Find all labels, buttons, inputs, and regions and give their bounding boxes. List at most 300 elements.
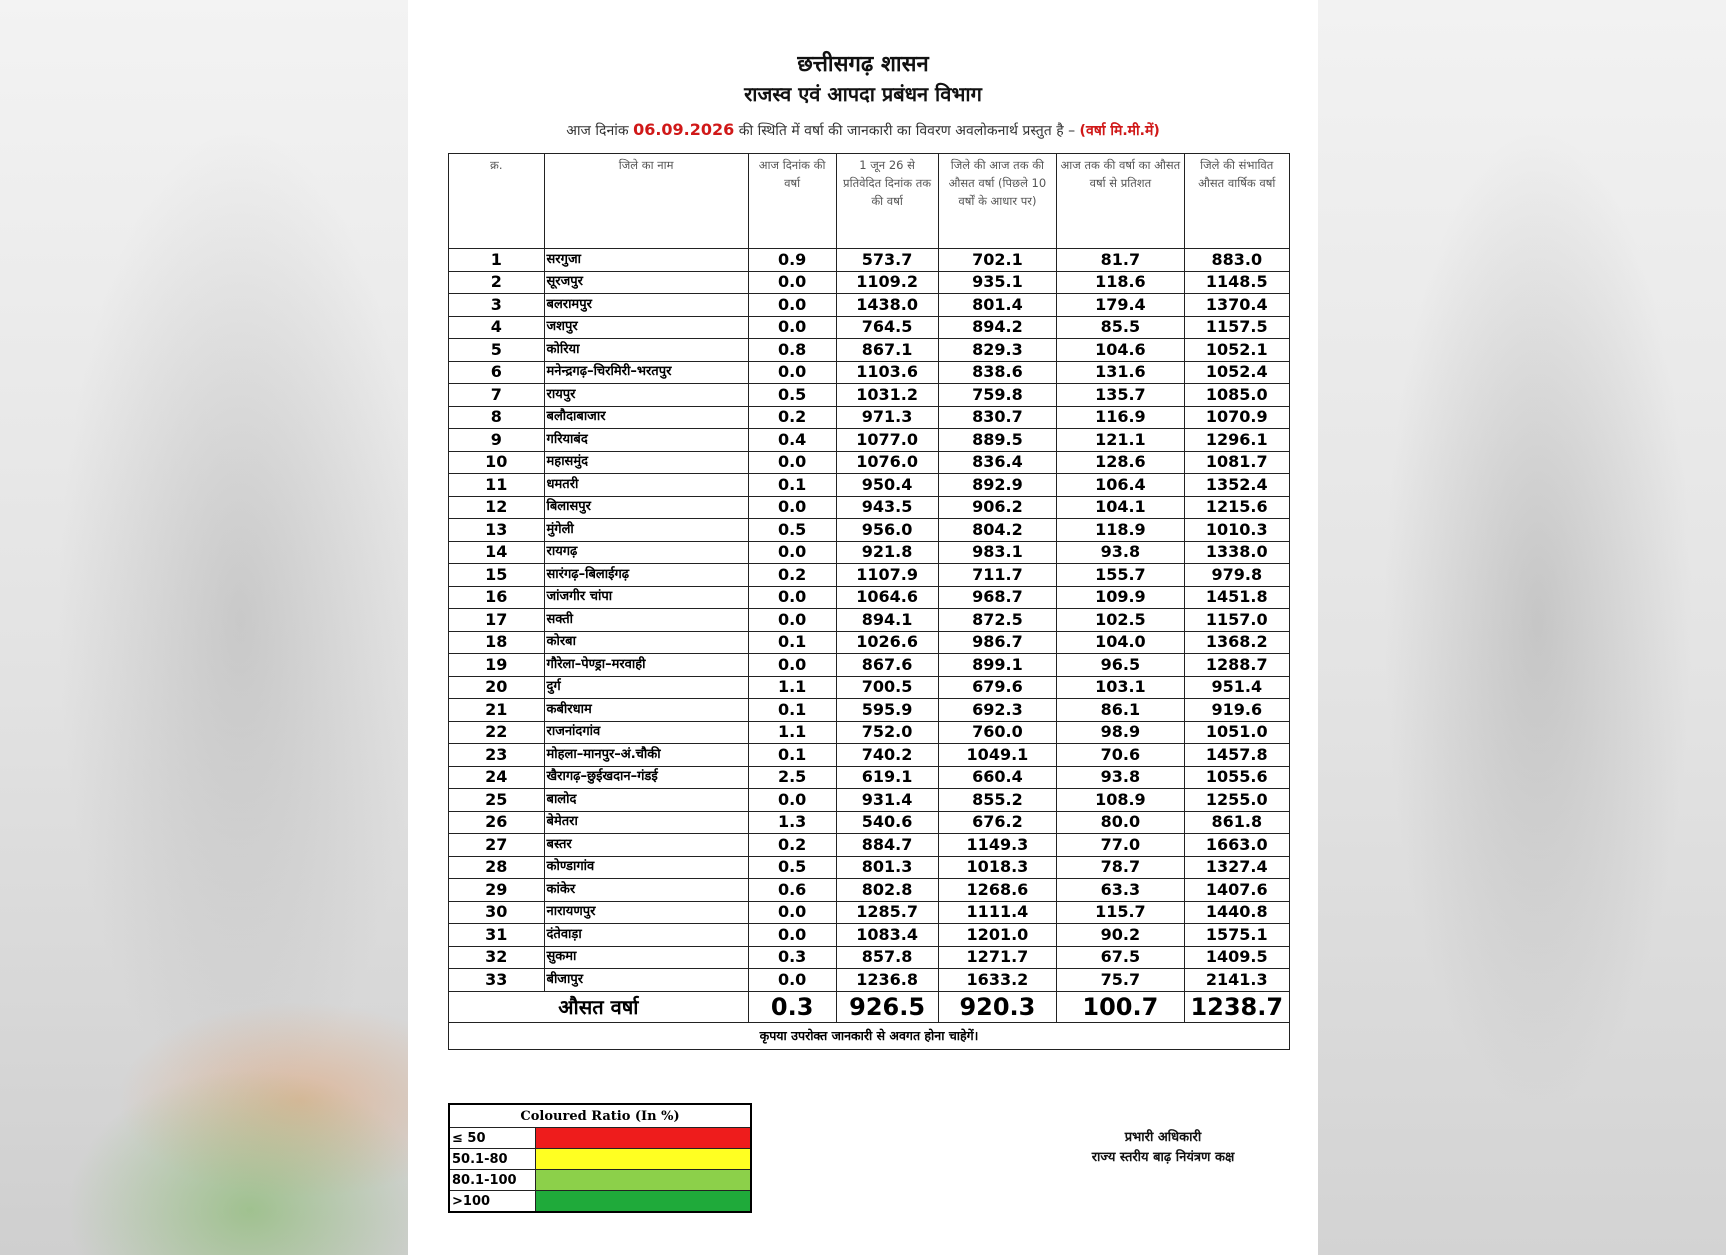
- value-cell: 1077.0: [836, 429, 938, 452]
- legend-colour-swatch: [535, 1170, 751, 1191]
- document-subtitle: [408, 120, 1318, 140]
- serial-cell: 21: [449, 699, 545, 722]
- signature-office: राज्य स्तरीय बाढ़ नियंत्रण कक्ष: [1091, 1150, 1235, 1165]
- serial-cell: 27: [449, 834, 545, 857]
- value-cell: 2.5: [748, 766, 836, 789]
- legend-row: [449, 1149, 751, 1170]
- district-name-cell: गरियाबंद: [544, 429, 748, 452]
- value-cell: 1149.3: [938, 834, 1057, 857]
- district-name-cell: कोण्डागांव: [544, 856, 748, 879]
- table-row: [449, 586, 1290, 609]
- value-cell: 1370.4: [1184, 294, 1289, 317]
- value-cell: 889.5: [938, 429, 1057, 452]
- serial-cell: 22: [449, 721, 545, 744]
- serial-cell: 33: [449, 969, 545, 992]
- rainfall-unit: (वर्षा मि.मी.में): [1079, 123, 1160, 139]
- table-header-row: [449, 154, 1290, 249]
- value-cell: 1201.0: [938, 924, 1057, 947]
- table-header: [449, 154, 1290, 249]
- value-cell: 96.5: [1057, 654, 1184, 677]
- table-row: [449, 766, 1290, 789]
- value-cell: 540.6: [836, 811, 938, 834]
- value-cell: 1085.0: [1184, 384, 1289, 407]
- value-cell: 979.8: [1184, 564, 1289, 587]
- value-cell: 1215.6: [1184, 496, 1289, 519]
- serial-cell: 8: [449, 406, 545, 429]
- legend-title: Coloured Ratio (In %): [449, 1104, 751, 1128]
- value-cell: 764.5: [836, 316, 938, 339]
- note-row: [449, 1022, 1290, 1049]
- column-header: क्र.: [449, 154, 545, 249]
- value-cell: 0.3: [748, 946, 836, 969]
- value-cell: 0.2: [748, 406, 836, 429]
- table-row: [449, 789, 1290, 812]
- rainfall-table: [448, 153, 1290, 1050]
- background-right-blur: [1318, 0, 1726, 1255]
- value-cell: 1327.4: [1184, 856, 1289, 879]
- value-cell: 692.3: [938, 699, 1057, 722]
- value-cell: 921.8: [836, 541, 938, 564]
- table-row: [449, 339, 1290, 362]
- value-cell: 102.5: [1057, 609, 1184, 632]
- serial-cell: 18: [449, 631, 545, 654]
- district-name-cell: राजनांदगांव: [544, 721, 748, 744]
- table-row: [449, 744, 1290, 767]
- value-cell: 1076.0: [836, 451, 938, 474]
- district-name-cell: महासमुंद: [544, 451, 748, 474]
- value-cell: 801.3: [836, 856, 938, 879]
- value-cell: 67.5: [1057, 946, 1184, 969]
- serial-cell: 10: [449, 451, 545, 474]
- value-cell: 1407.6: [1184, 879, 1289, 902]
- value-cell: 0.0: [748, 294, 836, 317]
- value-cell: 1296.1: [1184, 429, 1289, 452]
- value-cell: 1.1: [748, 721, 836, 744]
- serial-cell: 30: [449, 901, 545, 924]
- value-cell: 855.2: [938, 789, 1057, 812]
- legend-colour-swatch: [535, 1149, 751, 1170]
- value-cell: 104.6: [1057, 339, 1184, 362]
- value-cell: 711.7: [938, 564, 1057, 587]
- legend-range-label: 80.1-100: [449, 1170, 535, 1191]
- value-cell: 0.9: [748, 249, 836, 272]
- value-cell: 1064.6: [836, 586, 938, 609]
- value-cell: 899.1: [938, 654, 1057, 677]
- value-cell: 80.0: [1057, 811, 1184, 834]
- value-cell: 1285.7: [836, 901, 938, 924]
- value-cell: 0.5: [748, 384, 836, 407]
- value-cell: 0.5: [748, 519, 836, 542]
- value-cell: 1055.6: [1184, 766, 1289, 789]
- value-cell: 0.6: [748, 879, 836, 902]
- value-cell: 98.9: [1057, 721, 1184, 744]
- district-name-cell: मुंगेली: [544, 519, 748, 542]
- district-name-cell: मोहला–मानपुर–अं.चौकी: [544, 744, 748, 767]
- district-name-cell: नारायणपुर: [544, 901, 748, 924]
- value-cell: 1338.0: [1184, 541, 1289, 564]
- value-cell: 0.0: [748, 451, 836, 474]
- value-cell: 679.6: [938, 676, 1057, 699]
- table-row: [449, 924, 1290, 947]
- column-header: आज तक की वर्षा का औसत वर्षा से प्रतिशत: [1057, 154, 1184, 249]
- serial-cell: 15: [449, 564, 545, 587]
- legend-header-row: [449, 1104, 751, 1128]
- value-cell: 118.9: [1057, 519, 1184, 542]
- table-row: [449, 901, 1290, 924]
- value-cell: 894.1: [836, 609, 938, 632]
- district-name-cell: कोरबा: [544, 631, 748, 654]
- subtitle-prefix: आज दिनांक: [566, 123, 629, 139]
- value-cell: 116.9: [1057, 406, 1184, 429]
- value-cell: 861.8: [1184, 811, 1289, 834]
- value-cell: 93.8: [1057, 541, 1184, 564]
- table-row: [449, 429, 1290, 452]
- document-title-line2: राजस्व एवं आपदा प्रबंधन विभाग: [744, 82, 982, 106]
- value-cell: 931.4: [836, 789, 938, 812]
- table-row: [449, 294, 1290, 317]
- value-cell: 1451.8: [1184, 586, 1289, 609]
- value-cell: 0.0: [748, 609, 836, 632]
- serial-cell: 14: [449, 541, 545, 564]
- report-date: 06.09.2026: [633, 120, 735, 139]
- value-cell: 1026.6: [836, 631, 938, 654]
- serial-cell: 5: [449, 339, 545, 362]
- district-name-cell: कबीरधाम: [544, 699, 748, 722]
- legend-colour-swatch: [535, 1191, 751, 1213]
- value-cell: 1083.4: [836, 924, 938, 947]
- value-cell: 108.9: [1057, 789, 1184, 812]
- serial-cell: 23: [449, 744, 545, 767]
- value-cell: 90.2: [1057, 924, 1184, 947]
- value-cell: 1575.1: [1184, 924, 1289, 947]
- column-header: आज दिनांक की वर्षा: [748, 154, 836, 249]
- value-cell: 103.1: [1057, 676, 1184, 699]
- serial-cell: 11: [449, 474, 545, 497]
- subtitle-middle: की स्थिति में वर्षा की जानकारी का विवरण अवलोकनार्थ प्रस्तुत है –: [738, 123, 1076, 139]
- value-cell: 906.2: [938, 496, 1057, 519]
- value-cell: 956.0: [836, 519, 938, 542]
- value-cell: 86.1: [1057, 699, 1184, 722]
- value-cell: 983.1: [938, 541, 1057, 564]
- value-cell: 1052.1: [1184, 339, 1289, 362]
- serial-cell: 13: [449, 519, 545, 542]
- value-cell: 118.6: [1057, 271, 1184, 294]
- signature-block: [1048, 1128, 1278, 1168]
- table-row: [449, 969, 1290, 992]
- value-cell: 1010.3: [1184, 519, 1289, 542]
- background-left-blur: [0, 0, 408, 1255]
- value-cell: 2141.3: [1184, 969, 1289, 992]
- value-cell: 1457.8: [1184, 744, 1289, 767]
- colour-legend: [448, 1103, 752, 1213]
- value-cell: 1103.6: [836, 361, 938, 384]
- value-cell: 971.3: [836, 406, 938, 429]
- serial-cell: 16: [449, 586, 545, 609]
- district-name-cell: दंतेवाड़ा: [544, 924, 748, 947]
- value-cell: 702.1: [938, 249, 1057, 272]
- value-cell: 85.5: [1057, 316, 1184, 339]
- value-cell: 1255.0: [1184, 789, 1289, 812]
- value-cell: 0.1: [748, 474, 836, 497]
- value-cell: 986.7: [938, 631, 1057, 654]
- district-name-cell: सुकमा: [544, 946, 748, 969]
- value-cell: 660.4: [938, 766, 1057, 789]
- column-header: जिले की संभावित औसत वार्षिक वर्षा: [1184, 154, 1289, 249]
- table-row: [449, 879, 1290, 902]
- value-cell: 0.0: [748, 969, 836, 992]
- average-label: औसत वर्षा: [449, 991, 749, 1022]
- value-cell: 0.0: [748, 361, 836, 384]
- value-cell: 104.1: [1057, 496, 1184, 519]
- value-cell: 1031.2: [836, 384, 938, 407]
- value-cell: 752.0: [836, 721, 938, 744]
- value-cell: 872.5: [938, 609, 1057, 632]
- value-cell: 1268.6: [938, 879, 1057, 902]
- document-title-line1: छत्तीसगढ़ शासन: [797, 52, 929, 77]
- table-row: [449, 361, 1290, 384]
- value-cell: 802.8: [836, 879, 938, 902]
- value-cell: 93.8: [1057, 766, 1184, 789]
- serial-cell: 24: [449, 766, 545, 789]
- table-row: [449, 834, 1290, 857]
- district-name-cell: बीजापुर: [544, 969, 748, 992]
- value-cell: 0.1: [748, 699, 836, 722]
- value-cell: 104.0: [1057, 631, 1184, 654]
- legend-range-label: ≤ 50: [449, 1128, 535, 1149]
- value-cell: 1157.0: [1184, 609, 1289, 632]
- district-name-cell: गौरेला–पेण्ड्रा–मरवाही: [544, 654, 748, 677]
- table-row: [449, 609, 1290, 632]
- value-cell: 179.4: [1057, 294, 1184, 317]
- value-cell: 0.1: [748, 631, 836, 654]
- average-value-cell: 1238.7: [1184, 991, 1289, 1022]
- value-cell: 115.7: [1057, 901, 1184, 924]
- table-body: [449, 249, 1290, 1050]
- table-row: [449, 564, 1290, 587]
- value-cell: 0.0: [748, 496, 836, 519]
- value-cell: 760.0: [938, 721, 1057, 744]
- value-cell: 801.4: [938, 294, 1057, 317]
- value-cell: 106.4: [1057, 474, 1184, 497]
- value-cell: 1440.8: [1184, 901, 1289, 924]
- serial-cell: 31: [449, 924, 545, 947]
- value-cell: 894.2: [938, 316, 1057, 339]
- table-row: [449, 699, 1290, 722]
- average-value-cell: 920.3: [938, 991, 1057, 1022]
- value-cell: 0.0: [748, 316, 836, 339]
- value-cell: 830.7: [938, 406, 1057, 429]
- district-name-cell: जशपुर: [544, 316, 748, 339]
- value-cell: 919.6: [1184, 699, 1289, 722]
- serial-cell: 19: [449, 654, 545, 677]
- district-name-cell: बलरामपुर: [544, 294, 748, 317]
- table-row: [449, 474, 1290, 497]
- serial-cell: 4: [449, 316, 545, 339]
- table-row: [449, 541, 1290, 564]
- column-header: जिले की आज तक की औसत वर्षा (पिछले 10 वर्षों के आधार पर): [938, 154, 1057, 249]
- district-name-cell: जांजगीर चांपा: [544, 586, 748, 609]
- value-cell: 78.7: [1057, 856, 1184, 879]
- serial-cell: 9: [449, 429, 545, 452]
- value-cell: 1148.5: [1184, 271, 1289, 294]
- value-cell: 0.0: [748, 654, 836, 677]
- value-cell: 63.3: [1057, 879, 1184, 902]
- value-cell: 1111.4: [938, 901, 1057, 924]
- value-cell: 0.0: [748, 271, 836, 294]
- value-cell: 1049.1: [938, 744, 1057, 767]
- average-value-cell: 0.3: [748, 991, 836, 1022]
- district-name-cell: सारंगढ़–बिलाईगढ़: [544, 564, 748, 587]
- value-cell: 1438.0: [836, 294, 938, 317]
- value-cell: 857.8: [836, 946, 938, 969]
- value-cell: 135.7: [1057, 384, 1184, 407]
- table-row: [449, 519, 1290, 542]
- serial-cell: 12: [449, 496, 545, 519]
- district-name-cell: दुर्ग: [544, 676, 748, 699]
- serial-cell: 7: [449, 384, 545, 407]
- table-row: [449, 406, 1290, 429]
- district-name-cell: बालोद: [544, 789, 748, 812]
- value-cell: 1633.2: [938, 969, 1057, 992]
- table-row: [449, 721, 1290, 744]
- value-cell: 1081.7: [1184, 451, 1289, 474]
- value-cell: 1.1: [748, 676, 836, 699]
- district-name-cell: खैरागढ़–छुईखदान–गंडई: [544, 766, 748, 789]
- value-cell: 128.6: [1057, 451, 1184, 474]
- table-note: कृपया उपरोक्त जानकारी से अवगत होना चाहेगें।: [449, 1022, 1290, 1049]
- value-cell: 121.1: [1057, 429, 1184, 452]
- legend-row: [449, 1191, 751, 1213]
- legend-row: [449, 1128, 751, 1149]
- value-cell: 619.1: [836, 766, 938, 789]
- value-cell: 884.7: [836, 834, 938, 857]
- district-name-cell: सूरजपुर: [544, 271, 748, 294]
- value-cell: 0.2: [748, 834, 836, 857]
- legend-row: [449, 1170, 751, 1191]
- value-cell: 838.6: [938, 361, 1057, 384]
- table-row: [449, 856, 1290, 879]
- value-cell: 0.8: [748, 339, 836, 362]
- value-cell: 867.1: [836, 339, 938, 362]
- table-row: [449, 631, 1290, 654]
- value-cell: 155.7: [1057, 564, 1184, 587]
- serial-cell: 1: [449, 249, 545, 272]
- legend-range-label: >100: [449, 1191, 535, 1213]
- value-cell: 883.0: [1184, 249, 1289, 272]
- district-name-cell: बेमेतरा: [544, 811, 748, 834]
- table-row: [449, 271, 1290, 294]
- value-cell: 0.2: [748, 564, 836, 587]
- district-name-cell: रायपुर: [544, 384, 748, 407]
- serial-cell: 2: [449, 271, 545, 294]
- value-cell: 77.0: [1057, 834, 1184, 857]
- table-row: [449, 451, 1290, 474]
- table-row: [449, 946, 1290, 969]
- table-row: [449, 249, 1290, 272]
- value-cell: 951.4: [1184, 676, 1289, 699]
- serial-cell: 26: [449, 811, 545, 834]
- district-name-cell: बस्तर: [544, 834, 748, 857]
- serial-cell: 17: [449, 609, 545, 632]
- value-cell: 1070.9: [1184, 406, 1289, 429]
- value-cell: 0.0: [748, 586, 836, 609]
- value-cell: 676.2: [938, 811, 1057, 834]
- table-row: [449, 811, 1290, 834]
- value-cell: 131.6: [1057, 361, 1184, 384]
- value-cell: 1271.7: [938, 946, 1057, 969]
- value-cell: 0.0: [748, 541, 836, 564]
- document-page: [408, 0, 1318, 1255]
- value-cell: 1107.9: [836, 564, 938, 587]
- value-cell: 1352.4: [1184, 474, 1289, 497]
- column-header: जिले का नाम: [544, 154, 748, 249]
- value-cell: 1288.7: [1184, 654, 1289, 677]
- value-cell: 1.3: [748, 811, 836, 834]
- value-cell: 836.4: [938, 451, 1057, 474]
- district-name-cell: कोरिया: [544, 339, 748, 362]
- value-cell: 935.1: [938, 271, 1057, 294]
- value-cell: 0.0: [748, 901, 836, 924]
- serial-cell: 6: [449, 361, 545, 384]
- district-name-cell: बलौदाबाजार: [544, 406, 748, 429]
- average-row: [449, 991, 1290, 1022]
- value-cell: 867.6: [836, 654, 938, 677]
- value-cell: 943.5: [836, 496, 938, 519]
- district-name-cell: सरगुजा: [544, 249, 748, 272]
- legend-colour-swatch: [535, 1128, 751, 1149]
- value-cell: 1368.2: [1184, 631, 1289, 654]
- value-cell: 109.9: [1057, 586, 1184, 609]
- district-name-cell: रायगढ़: [544, 541, 748, 564]
- value-cell: 0.5: [748, 856, 836, 879]
- table-row: [449, 496, 1290, 519]
- value-cell: 1052.4: [1184, 361, 1289, 384]
- value-cell: 950.4: [836, 474, 938, 497]
- table-row: [449, 654, 1290, 677]
- district-name-cell: मनेन्द्रगढ़–चिरमिरी–भरतपुर: [544, 361, 748, 384]
- value-cell: 700.5: [836, 676, 938, 699]
- column-header: 1 जून 26 से प्रतिवेदित दिनांक तक की वर्षा: [836, 154, 938, 249]
- district-name-cell: सक्ती: [544, 609, 748, 632]
- value-cell: 75.7: [1057, 969, 1184, 992]
- value-cell: 759.8: [938, 384, 1057, 407]
- value-cell: 740.2: [836, 744, 938, 767]
- table-row: [449, 384, 1290, 407]
- table-row: [449, 676, 1290, 699]
- district-name-cell: धमतरी: [544, 474, 748, 497]
- value-cell: 0.0: [748, 789, 836, 812]
- value-cell: 0.4: [748, 429, 836, 452]
- signature-designation: प्रभारी अधिकारी: [1124, 1130, 1202, 1145]
- value-cell: 1109.2: [836, 271, 938, 294]
- serial-cell: 28: [449, 856, 545, 879]
- district-name-cell: बिलासपुर: [544, 496, 748, 519]
- value-cell: 968.7: [938, 586, 1057, 609]
- district-name-cell: कांकेर: [544, 879, 748, 902]
- serial-cell: 32: [449, 946, 545, 969]
- value-cell: 0.1: [748, 744, 836, 767]
- serial-cell: 3: [449, 294, 545, 317]
- serial-cell: 20: [449, 676, 545, 699]
- table-row: [449, 316, 1290, 339]
- value-cell: 1236.8: [836, 969, 938, 992]
- serial-cell: 29: [449, 879, 545, 902]
- value-cell: 829.3: [938, 339, 1057, 362]
- serial-cell: 25: [449, 789, 545, 812]
- value-cell: 595.9: [836, 699, 938, 722]
- value-cell: 1157.5: [1184, 316, 1289, 339]
- value-cell: 1018.3: [938, 856, 1057, 879]
